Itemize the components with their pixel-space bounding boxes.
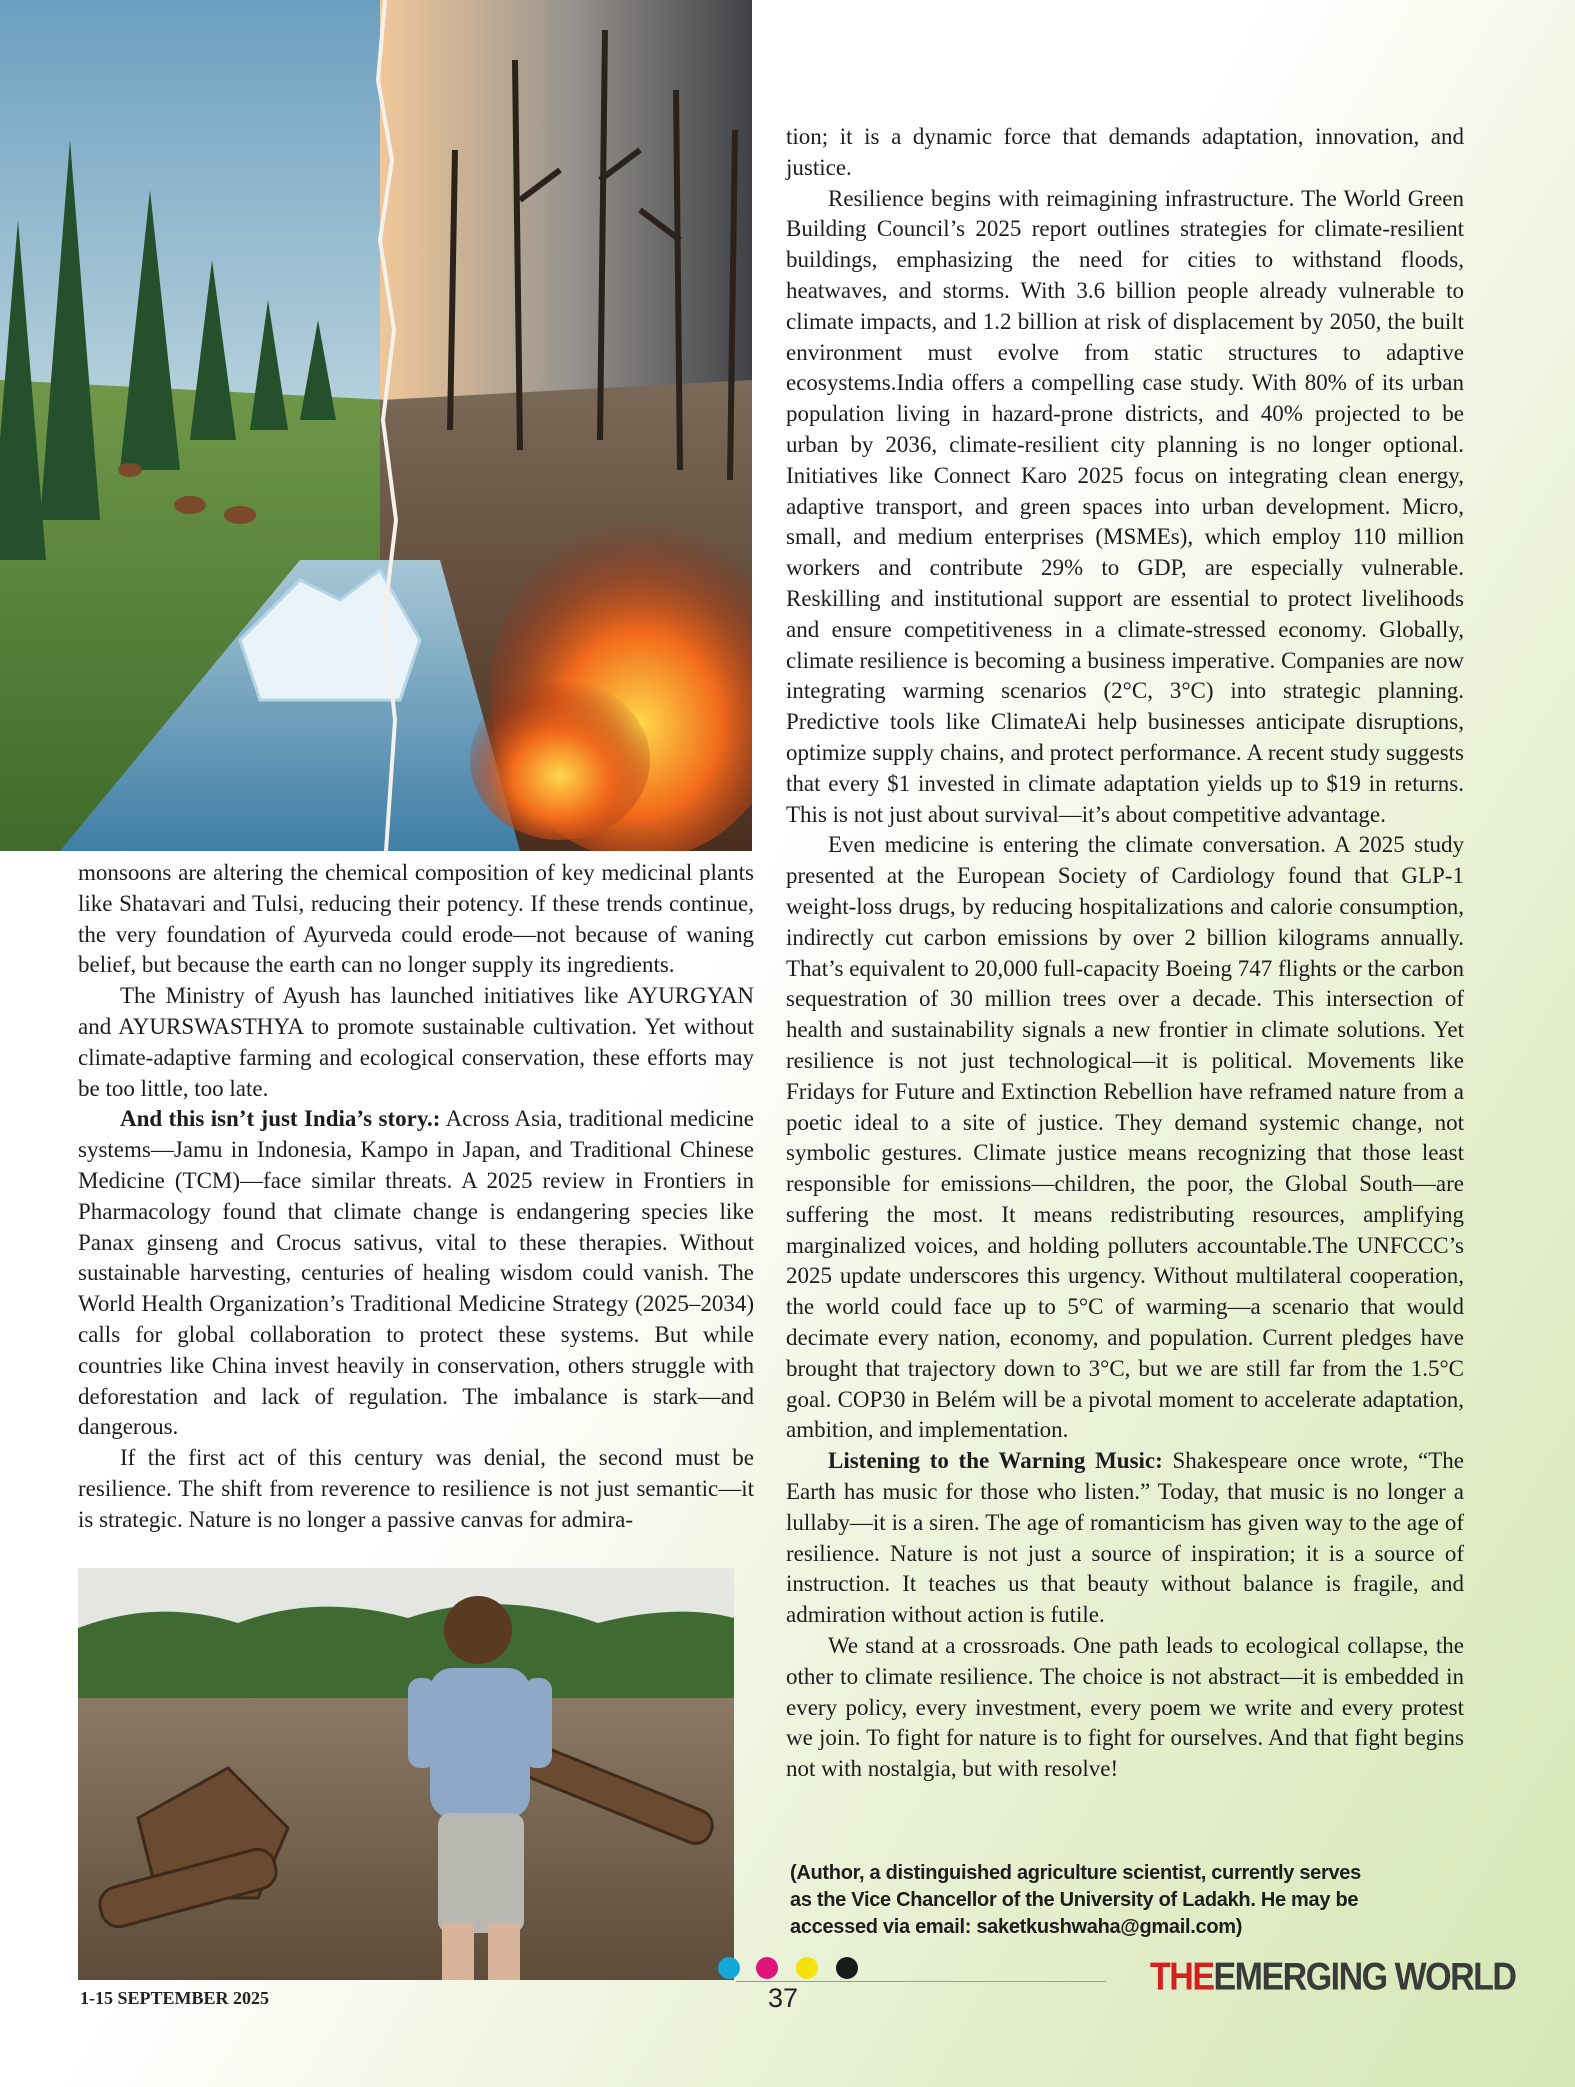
photo-svg	[78, 1568, 734, 1980]
author-note	[790, 1860, 1470, 1941]
right-paragraph-4: We stand at a crossroads. One path leads to ecological collapse, the other to climate resilience. The choice is not abstract—it is embedded in every policy, every investment, every poem we write and every protest we join. To fight for nature is to fight for ourselves. And that fight begins not with nostalgia, but with resolve!	[786, 1633, 1464, 1782]
left-paragraph-2: The Ministry of Ayush has launched initiatives like AYURGYAN and AYURSWASTHYA to promote sustainable cultivation. Yet without climate-adaptive farming and ecological conservation, these efforts may be too little, too late.	[78, 983, 754, 1101]
registration-dot-cyan	[718, 1957, 740, 1979]
registration-dot-yellow	[796, 1957, 818, 1979]
issue-date: 1-15 SEPTEMBER 2025	[80, 1988, 270, 2008]
left-paragraph-1: monsoons are altering the chemical composition of key medicinal plants like Shatavari and Tulsi, reducing their potency. If these trends continue, the very foundation of Ayurveda could erode—not because of waning belief, but because the earth can no longer supply its ingredients.	[78, 860, 754, 978]
subheading-warning-music: Listening to the Warning Music:	[828, 1448, 1163, 1474]
author-note-line-2: as the Vice Chancellor of the University of Ladakh. He may be	[790, 1889, 1359, 1911]
left-column	[78, 858, 754, 1536]
right-paragraph-2: Even medicine is entering the climate conversation. A 2025 study presented at the European Society of Cardiology found that GLP-1 weight-loss drugs, by reducing hospitalizations and calorie consumption, indirectly cut carbon emissions by over 2 billion kilograms annually. That’s equivalent to 20,000 full-capacity Boeing 747 flights or the carbon sequestration of 30 million trees over a decade. This intersection of health and sustainability signals a new frontier in climate solutions. Yet resilience is not just technological—it is political. Movements like Fridays for Future and Extinction Rebellion have reframed nature from a poetic ideal to a site of justice. They demand systemic change, not symbolic gestures. Climate justice means recognizing that those least responsible for emissions—children, the poor, the Global South—are suffering the most. It means redistributing resources, amplifying marginalized voices, and holding polluters accountable.The UNFCCC’s 2025 update underscores this urgency. Without multilateral cooperation, the world could face up to 5°C of warming—a scenario that would decimate every nation, economy, and population. Current pledges have brought that trajectory down to 3°C, but we are still far from the 1.5°C goal. COP30 in Belém will be a pivotal moment to accelerate adaptation, ambition, and implementation.	[786, 832, 1464, 1443]
left-paragraph-3	[78, 1104, 754, 1443]
boy-looking-at-felled-trees	[78, 1568, 734, 1980]
left-paragraph-3-body: Across Asia, traditional medicine systems—Jamu in Indonesia, Kampo in Japan, and Traditional Chinese Medicine (TCM)—face similar threats. A 2025 review in Frontiers in Pharmacology found that climate change is endangering species like Panax ginseng and Crocus sativus, vital to these therapies. Without sustainable harvesting, centuries of healing wisdom could vanish. The World Health Organization’s Traditional Medicine Strategy (2025–2034) calls for global collaboration to protect these systems. But while countries like China invest heavily in conservation, others struggle with deforestation and lack of regulation. The imbalance is stark—and dangerous.	[78, 1106, 755, 1440]
masthead-emerging-world: EMERGING WORLD	[1213, 1955, 1516, 1999]
registration-dot-magenta	[756, 1957, 778, 1979]
forest-fire-split-painting	[0, 0, 752, 851]
page-number: 37	[768, 1983, 799, 2013]
painting-svg	[0, 0, 752, 851]
masthead-the: THE	[1150, 1955, 1214, 1999]
right-column	[786, 122, 1464, 1785]
footer-rule	[736, 1981, 1106, 1982]
right-paragraph-1: Resilience begins with reimagining infrastructure. The World Green Building Council’s 2025 report outlines strategies for climate-resilient buildings, emphasizing the need for cities to withstand floods, heatwaves, and storms. With 3.6 billion people already vulnerable to climate impacts, and 1.2 billion at risk of displacement by 2050, the built environment must evolve from static structures to adaptive ecosystems.India offers a compelling case study. With 80% of its urban population living in hazard-prone districts, and 40% projected to be urban by 2036, climate-resilient city planning is no longer optional. Initiatives like Connect Karo 2025 focus on integrating clean energy, adaptive transport, and green spaces into urban development. Micro, small, and medium enterprises (MSMEs), which employ 110 million workers and contribute 29% to GDP, are especially vulnerable. Reskilling and institutional support are essential to protect livelihoods and ensure competitiveness in a climate-stressed economy. Globally, climate resilience is becoming a business imperative. Companies are now integrating warming scenarios (2°C, 3°C) into strategic planning. Predictive tools like ClimateAi help businesses anticipate disruptions, optimize supply chains, and protect performance. A recent study suggests that every $1 invested in climate adaptation yields up to $19 in returns. This is not just about survival—it’s about competitive advantage.	[786, 185, 1464, 827]
author-note-line-3: accessed via email: saketkushwaha@gmail.com)	[790, 1916, 1243, 1938]
left-paragraph-4: If the first act of this century was denial, the second must be resilience. The shift from reverence to resilience is not just semantic—it is strategic. Nature is no longer a passive canvas for admira-	[78, 1445, 754, 1532]
right-paragraph-3-body: Shakespeare once wrote, “The Earth has music for those who listen.” Today, that music is no longer a lullaby—it is a siren. The age of romanticism has given way to the age of resilience. Nature is not just a source of inspiration; it is a source of instruction. It teaches us that beauty without balance is fragile, and admiration without action is futile.	[786, 1448, 1464, 1628]
author-note-line-1: (Author, a distinguished agriculture scientist, currently serves	[790, 1862, 1361, 1884]
registration-dot-black	[836, 1957, 858, 1979]
right-paragraph-0: tion; it is a dynamic force that demands adaptation, innovation, and justice.	[786, 124, 1464, 180]
right-paragraph-3	[786, 1446, 1464, 1631]
subheading-india-story: And this isn’t just India’s story.:	[120, 1106, 441, 1132]
masthead-logo	[1150, 1955, 1515, 2000]
